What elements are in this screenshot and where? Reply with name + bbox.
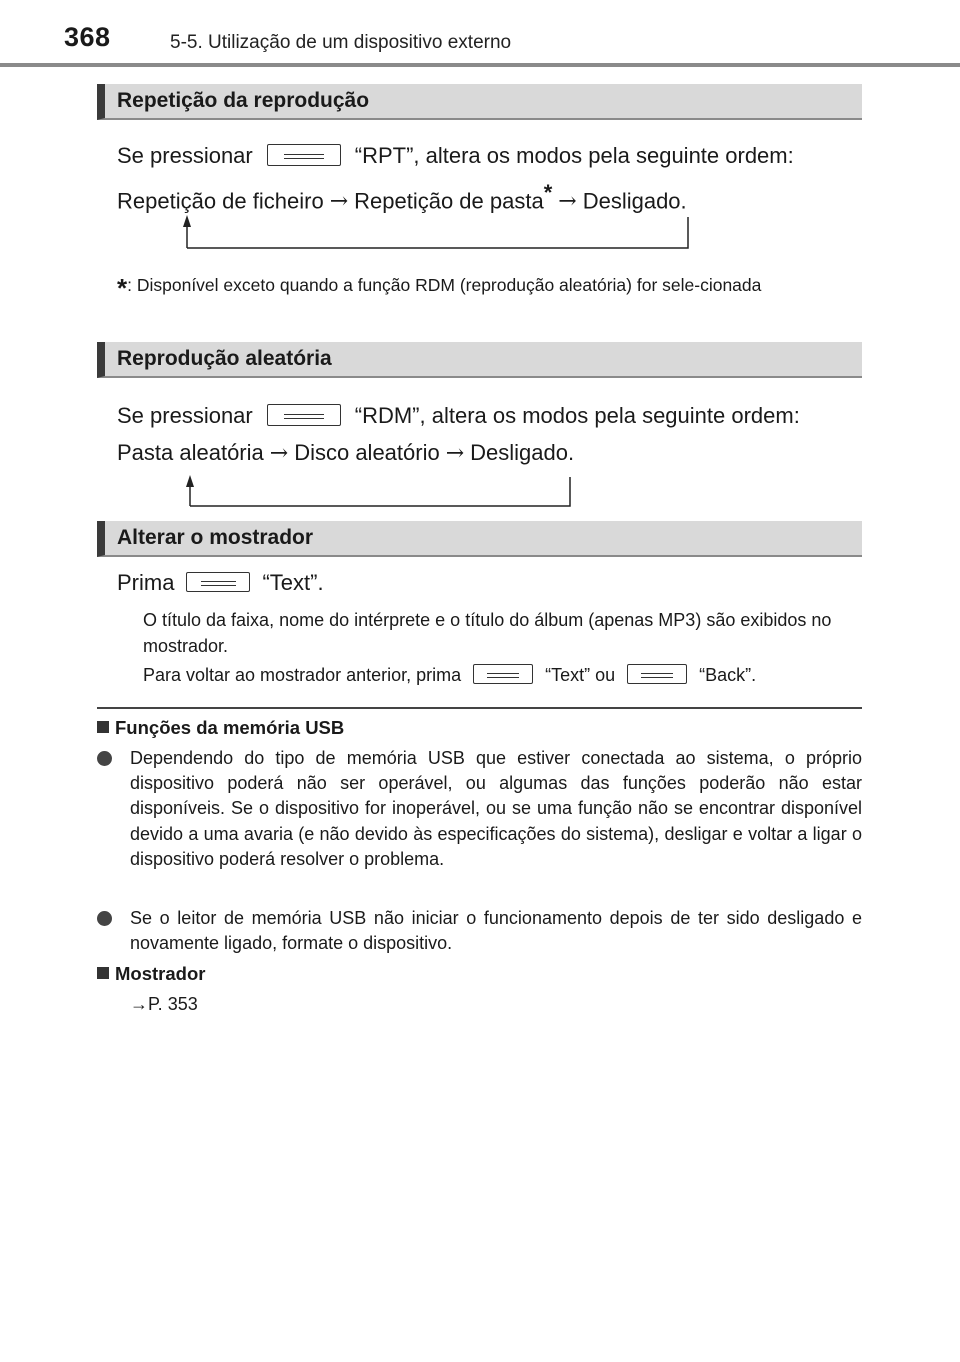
note-display-title: Mostrador	[115, 963, 206, 984]
back-button-icon	[627, 664, 687, 684]
random-mode-1: Pasta aleatória	[117, 440, 264, 465]
display-info: O título da faixa, nome do intérprete e o título do álbum (apenas MP3) são exibidos no mostrador.	[143, 610, 832, 656]
section-display-title: Alterar o mostrador	[117, 526, 314, 549]
back-suffix: “Back”.	[699, 665, 757, 685]
page-number: 368	[64, 22, 111, 52]
random-mode-3: Desligado.	[470, 440, 575, 465]
arrow-icon: →	[269, 441, 289, 466]
random-prefix: Se pressionar	[117, 403, 253, 428]
list-item-text: Se o leitor de memória USB não iniciar o funcionamento depois de ter sido desligado e novamente ligado, formate o dispositivo.	[130, 908, 862, 954]
random-instruction	[117, 403, 800, 429]
repeat-mode-3: Desligado.	[582, 188, 687, 214]
repeat-mode-sequence	[117, 180, 687, 214]
repeat-mode-2: Repetição de pasta	[354, 188, 544, 214]
note-display-heading	[97, 963, 205, 985]
footnote-asterisk: *	[117, 273, 128, 303]
random-mode-sequence	[117, 440, 574, 466]
section-repeat-title: Repetição da reprodução	[117, 89, 370, 112]
random-mode-2: Disco aleatório	[294, 440, 440, 465]
section-random-header	[97, 342, 862, 378]
repeat-instruction	[117, 143, 794, 169]
asterisk-mark: *	[543, 180, 553, 205]
footnote	[117, 272, 857, 301]
back-prefix: Para voltar ao mostrador anterior, prima	[143, 665, 462, 685]
section-display-header	[97, 521, 862, 557]
repeat-prefix: Se pressionar	[117, 143, 253, 168]
arrow-icon: →	[329, 189, 349, 215]
random-loop-arrow-icon	[178, 473, 578, 513]
footnote-text: : Disponível exceto quando a função RDM (reprodução aleatória) for sele-cionada	[127, 275, 762, 295]
section-repeat-header	[97, 84, 862, 120]
page-reference-link[interactable]: →P. 353	[130, 994, 198, 1014]
divider	[97, 707, 862, 709]
arrow-icon: →	[445, 441, 465, 466]
back-middle: “Text” ou	[545, 665, 616, 685]
display-suffix: “Text”.	[262, 570, 324, 595]
display-prefix: Prima	[117, 570, 175, 595]
repeat-suffix: “RPT”, altera os modos pela seguinte ordem:	[354, 143, 794, 168]
bullet-dot-icon	[97, 911, 112, 926]
chapter-title: 5-5. Utilização de um dispositivo externo	[170, 32, 512, 53]
list-item	[97, 746, 862, 872]
arrow-icon: →	[558, 189, 577, 215]
rpt-button-icon	[267, 144, 341, 166]
header-rule	[0, 63, 960, 67]
display-back-instruction	[143, 665, 756, 686]
list-item-text: Dependendo do tipo de memória USB que estiver conectada ao sistema, o próprio dispositivo poderá não ser operável, ou algumas das funções poderão não estar disponíveis. Se o dispositivo for inoperável, ou se uma função não se encontrar disponível devido a uma avaria (e não devido às especificações do sistema), desligar e voltar a ligar o dispositivo poderá resolver o problema.	[130, 748, 862, 869]
square-bullet-icon	[97, 721, 109, 733]
text-button-icon	[473, 664, 533, 684]
random-suffix: “RDM”, altera os modos pela seguinte ordem:	[354, 403, 800, 428]
repeat-loop-arrow-icon	[175, 213, 695, 253]
repeat-mode-1: Repetição de ficheiro	[117, 188, 324, 214]
display-instruction	[117, 570, 324, 596]
note-usb-heading	[97, 717, 344, 739]
rdm-button-icon	[267, 404, 341, 426]
note-usb-title: Funções da memória USB	[115, 717, 345, 738]
list-item	[97, 906, 862, 956]
text-button-icon	[186, 572, 250, 592]
square-bullet-icon	[97, 967, 109, 979]
bullet-dot-icon	[97, 751, 112, 766]
section-random-title: Reprodução aleatória	[117, 347, 332, 370]
